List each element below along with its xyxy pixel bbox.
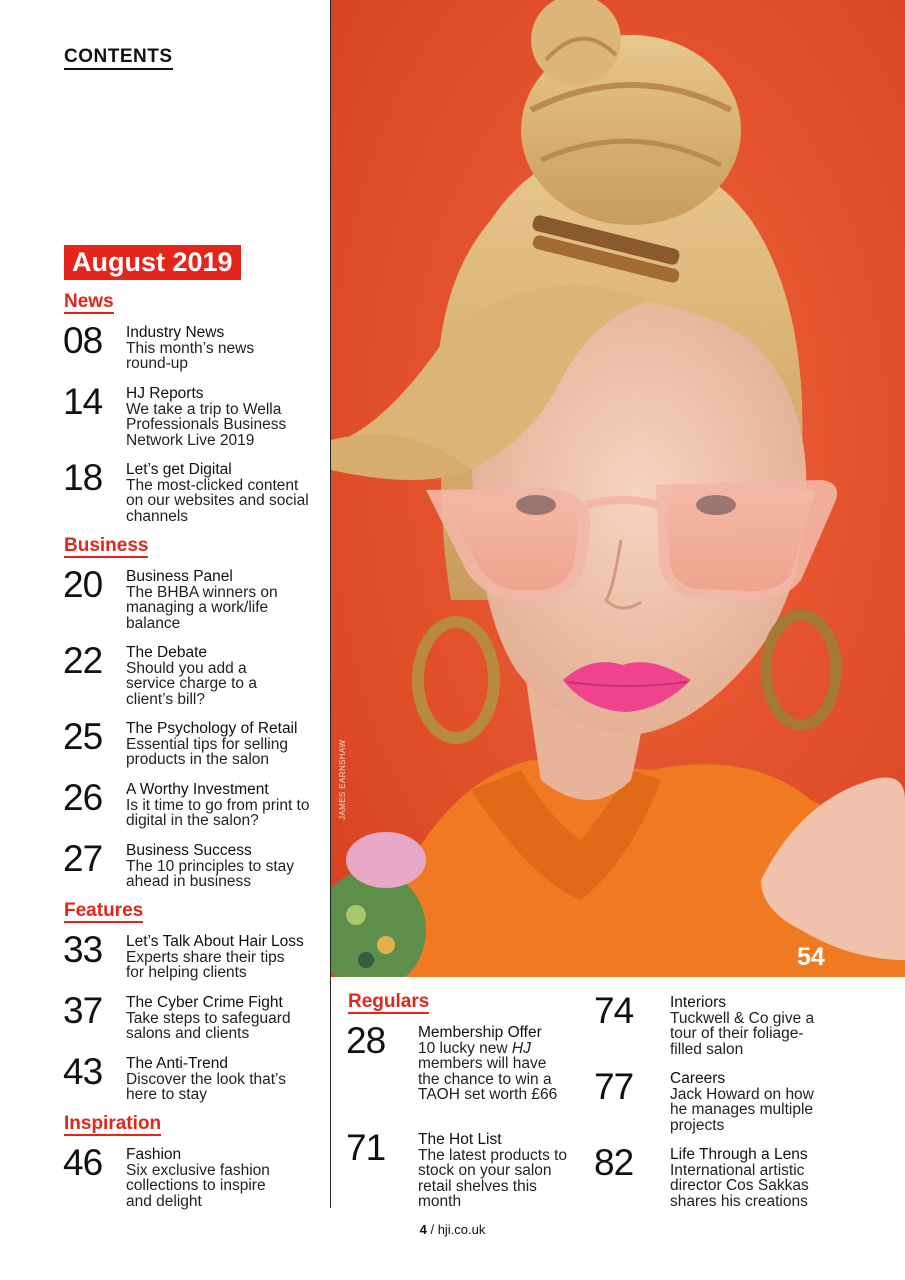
footer-site-link[interactable]: hji.co.uk — [437, 1222, 486, 1237]
cover-photo — [331, 0, 905, 977]
page-number: 77 — [594, 1066, 634, 1107]
page-footer — [0, 1222, 905, 1237]
entry-title: The Cyber Crime Fight — [126, 994, 283, 1011]
photo-credit: JAMES EARNSHAW — [338, 739, 347, 820]
desc-part: members will have the chance to win a TAOH set worth £66 — [418, 1055, 558, 1103]
entry-description: Take steps to safeguard salons and clients — [126, 1010, 291, 1043]
entry-title: Membership Offer — [418, 1024, 542, 1041]
model-illustration — [331, 0, 905, 977]
entry-title: The Hot List — [418, 1131, 502, 1148]
page-number: 14 — [63, 381, 103, 422]
entry-title: HJ Reports — [126, 385, 204, 402]
entry-description — [418, 1041, 563, 1102]
page-number: 71 — [346, 1127, 386, 1168]
entry-description: Jack Howard on how he manages multiple projects — [670, 1086, 814, 1134]
page-number: 20 — [63, 564, 103, 605]
entry-description: Should you add a service charge to a client’s bill? — [126, 660, 257, 708]
entry-description: International artistic director Cos Sakkas shares his creations — [670, 1162, 809, 1210]
entry-title: Business Success — [126, 842, 252, 859]
entry-description: Experts share their tips for helping clients — [126, 949, 285, 982]
page-number: 18 — [63, 457, 103, 498]
contents-label: CONTENTS — [64, 47, 173, 70]
entry-title: Fashion — [126, 1146, 182, 1163]
entry-title: Life Through a Lens — [670, 1146, 808, 1163]
entry-title: A Worthy Investment — [126, 781, 269, 798]
page-number: 26 — [63, 777, 103, 818]
entry-title: Let’s get Digital — [126, 461, 232, 478]
entry-title: Business Panel — [126, 568, 233, 585]
section-heading-regulars: Regulars — [348, 991, 430, 1012]
entry-title: Interiors — [670, 994, 726, 1011]
desc-emphasis: HJ — [511, 1040, 531, 1057]
section-heading-features: Features — [64, 900, 144, 921]
page-number: 43 — [63, 1051, 103, 1092]
entry-title: Let’s Talk About Hair Loss — [126, 933, 304, 950]
photo-page-reference[interactable]: 54 — [797, 943, 825, 971]
entry-description: Six exclusive fashion collections to inspire and delight — [126, 1162, 270, 1210]
entry-title: The Psychology of Retail — [126, 720, 298, 737]
entry-description: The most-clicked content on our websites and social channels — [126, 477, 309, 525]
entry-description: This month’s news round-up — [126, 340, 255, 373]
entry-description: Tuckwell & Co give a tour of their foliage-filled salon — [670, 1010, 815, 1058]
page-number: 33 — [63, 929, 103, 970]
entry-description: Discover the look that’s here to stay — [126, 1071, 286, 1104]
footer-separator: / — [426, 1222, 438, 1237]
page-number: 08 — [63, 320, 103, 361]
page-number: 74 — [594, 990, 634, 1031]
footer-page-number: 4 — [419, 1222, 427, 1237]
section-heading-business: Business — [64, 535, 149, 556]
entry-title: The Debate — [126, 644, 207, 661]
section-heading-inspiration: Inspiration — [64, 1113, 162, 1134]
section-heading-news: News — [64, 291, 114, 312]
entry-title: The Anti-Trend — [126, 1055, 228, 1072]
entry-description: Essential tips for selling products in the salon — [126, 736, 288, 769]
page-number: 37 — [63, 990, 103, 1031]
entry-description: We take a trip to Wella Professionals Business Network Live 2019 — [126, 401, 287, 449]
desc-part: 10 lucky new — [418, 1040, 512, 1057]
entry-title: Industry News — [126, 324, 225, 341]
page-number: 22 — [63, 640, 103, 681]
page-number: 46 — [63, 1142, 103, 1183]
page-number: 27 — [63, 838, 103, 879]
entry-description: The BHBA winners on managing a work/life balance — [126, 584, 278, 632]
entry-title: Careers — [670, 1070, 726, 1087]
page-number: 25 — [63, 716, 103, 757]
page-number: 82 — [594, 1142, 634, 1183]
entry-description: The 10 principles to stay ahead in business — [126, 858, 295, 891]
page-number: 28 — [346, 1020, 386, 1061]
issue-date-badge: August 2019 — [64, 245, 241, 280]
entry-description: The latest products to stock on your salon retail shelves this month — [418, 1147, 568, 1210]
entry-description: Is it time to go from print to digital in the salon? — [126, 797, 310, 830]
